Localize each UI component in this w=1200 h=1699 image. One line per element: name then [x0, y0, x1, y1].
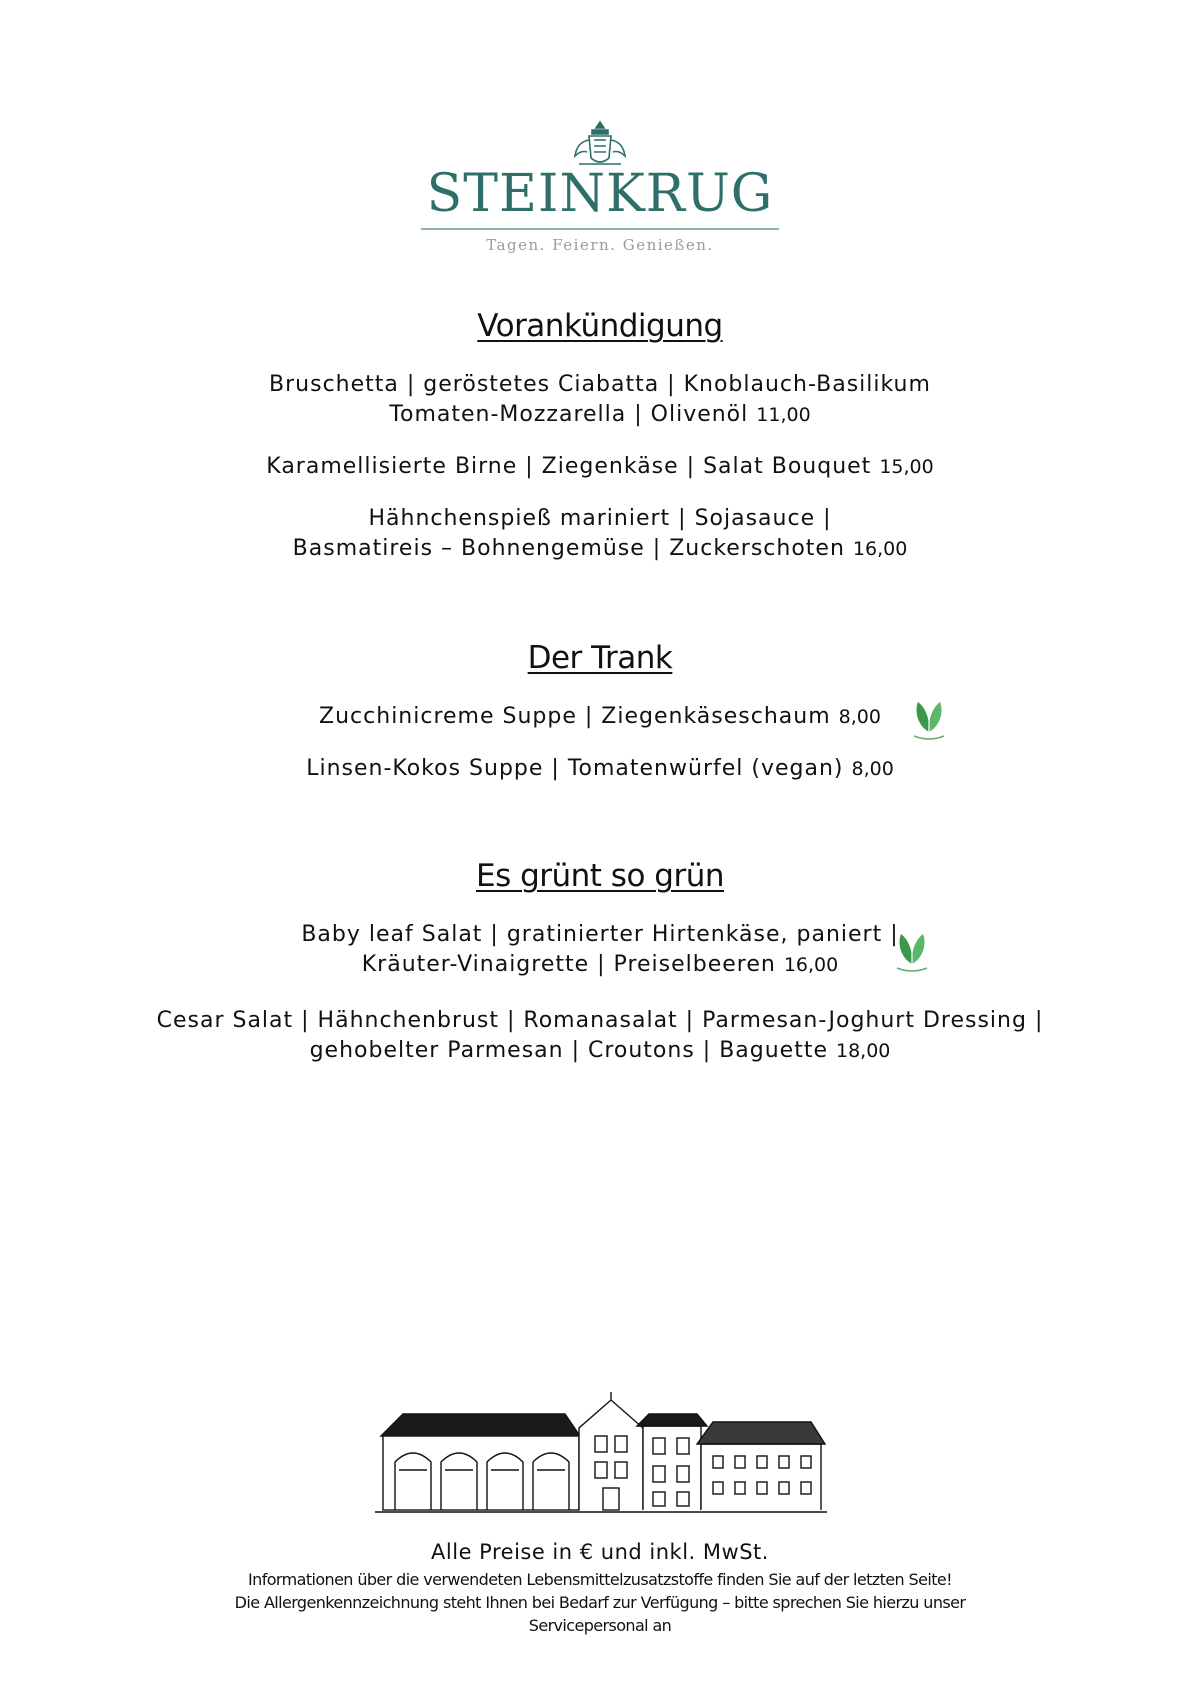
prices-note: Alle Preise in € und inkl. MwSt.	[431, 1540, 769, 1564]
item-price: 11,00	[756, 404, 811, 426]
item-line: Tomaten-Mozzarella | Olivenöl	[389, 402, 749, 427]
building-illustration	[375, 1392, 827, 1518]
footer	[0, 1540, 1200, 1637]
item-line: Zucchinicreme Suppe | Ziegenkäseschaum	[319, 704, 831, 729]
menu-item-birne	[0, 452, 1200, 482]
section-der-trank	[0, 640, 1200, 784]
allergen-note-continued: Servicepersonal an	[528, 1616, 672, 1635]
vegetarian-leaf-icon	[891, 930, 933, 974]
item-line: Baby leaf Salat | gratinierter Hirtenkäse, paniert |	[301, 922, 899, 947]
section-title: Der Trank	[527, 640, 673, 676]
section-vorankuendigung	[0, 308, 1200, 564]
menu-item-zucchinicreme	[0, 702, 1200, 732]
menu-item-linsen-kokos	[0, 754, 1200, 784]
additives-note: Informationen über die verwendeten Lebensmittelzusatzstoffe finden Sie auf der letzten Seite!	[248, 1570, 952, 1589]
item-price: 15,00	[879, 456, 934, 478]
item-line: Hähnchenspieß mariniert | Sojasauce |	[368, 506, 832, 531]
logo-wordmark: STEINKRUG	[421, 168, 780, 230]
logo	[0, 118, 1200, 254]
vegetarian-leaf-icon	[908, 698, 950, 742]
item-price: 16,00	[783, 954, 839, 976]
item-line: gehobelter Parmesan | Croutons | Baguette	[309, 1038, 828, 1063]
item-line: Kräuter-Vinaigrette | Preiselbeeren	[361, 952, 776, 977]
menu-item-baby-leaf	[0, 920, 1200, 980]
item-line: Basmatireis – Bohnengemüse | Zuckerschoten	[292, 536, 845, 561]
item-line: Bruschetta | geröstetes Ciabatta | Knoblauch-Basilikum	[269, 372, 931, 397]
menu-item-bruschetta	[0, 370, 1200, 430]
item-line: Karamellisierte Birne | Ziegenkäse | Salat Bouquet	[266, 454, 872, 479]
item-price: 8,00	[838, 706, 881, 728]
menu-item-haehnchenspiess	[0, 504, 1200, 564]
section-title: Vorankündigung	[477, 308, 723, 344]
item-line: Linsen-Kokos Suppe | Tomatenwürfel (vegan)	[306, 756, 844, 781]
item-price: 8,00	[851, 758, 894, 780]
allergen-note: Die Allergenkennzeichnung steht Ihnen bei Bedarf zur Verfügung – bitte sprechen Sie hierzu unser	[234, 1593, 966, 1612]
item-price: 16,00	[852, 538, 908, 560]
item-line: Cesar Salat | Hähnchenbrust | Romanasalat | Parmesan-Joghurt Dressing |	[156, 1008, 1044, 1033]
menu-item-cesar-salat	[0, 1006, 1200, 1066]
section-title: Es grünt so grün	[475, 858, 724, 894]
logo-tagline: Tagen. Feiern. Genießen.	[486, 236, 714, 254]
section-es-gruent	[0, 858, 1200, 1066]
item-price: 18,00	[836, 1040, 891, 1062]
